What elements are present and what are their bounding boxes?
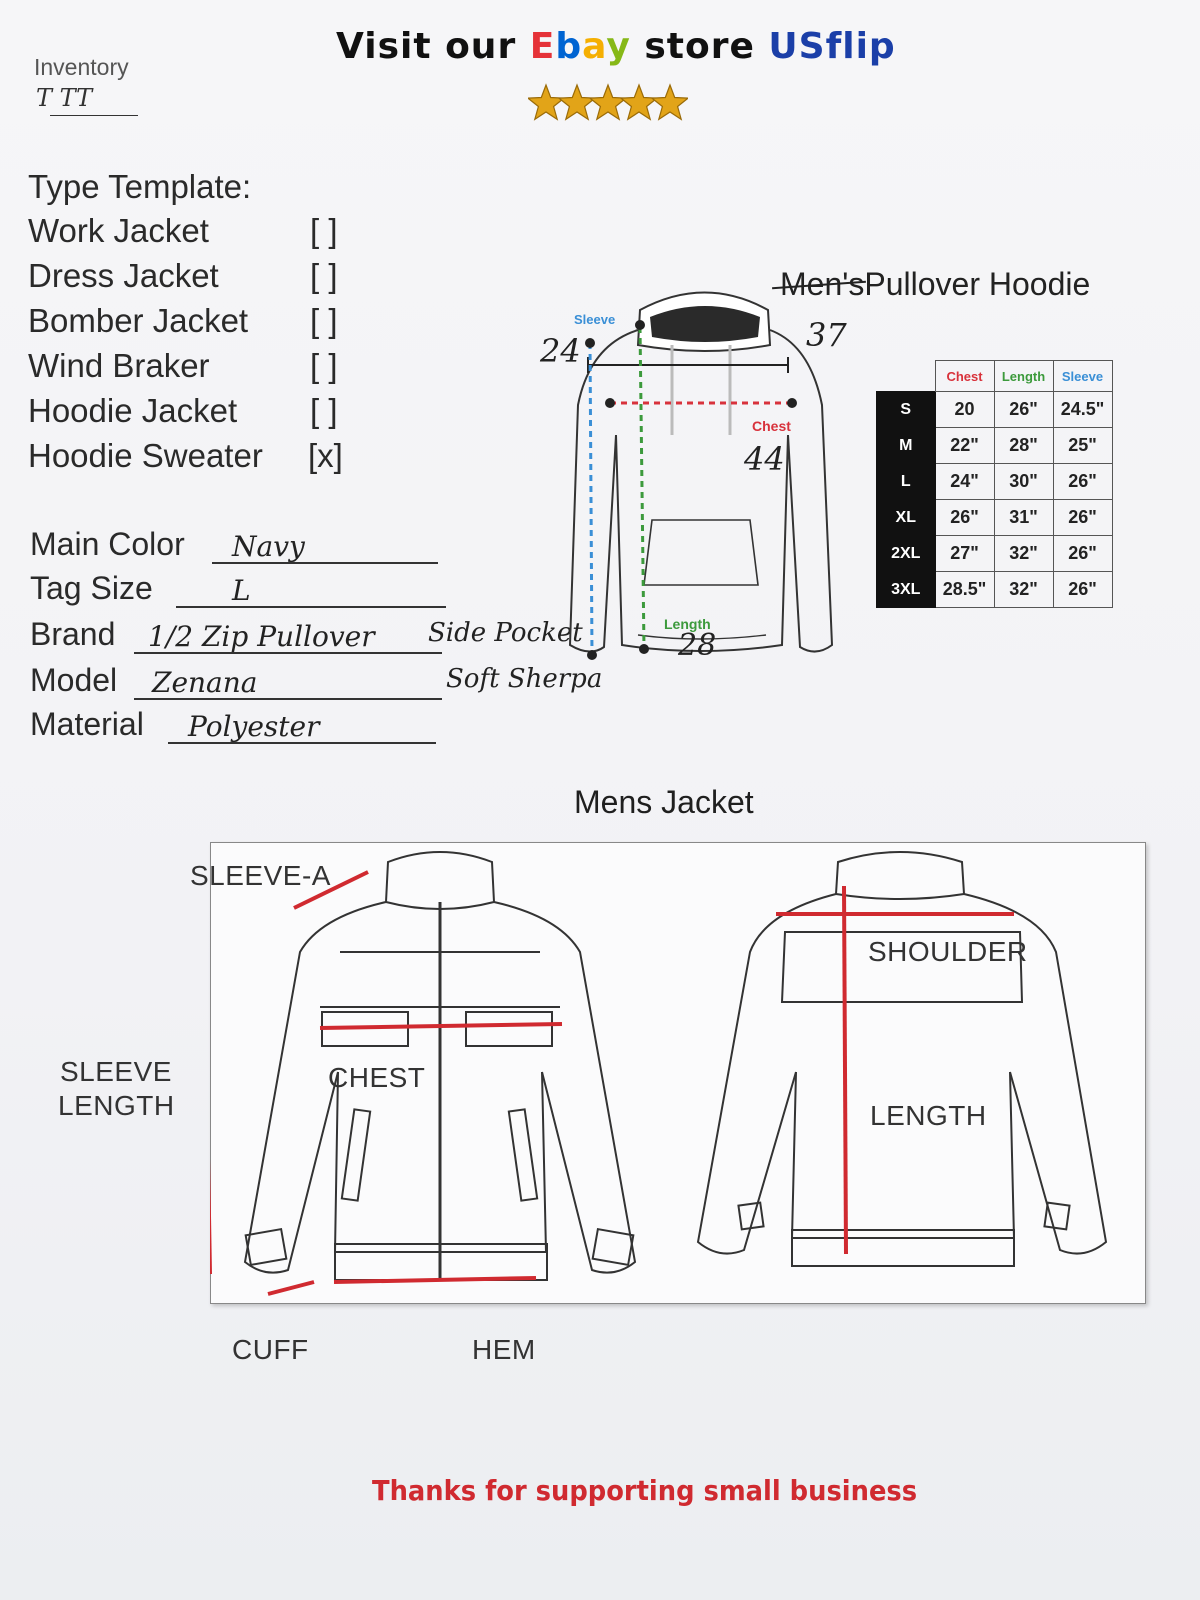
type-template-heading: Type Template: — [28, 168, 252, 205]
label-length: LENGTH — [870, 1100, 987, 1131]
ebay-logo-text — [530, 26, 631, 67]
size-table-row — [877, 500, 1113, 536]
template-option-checkbox[interactable]: [ ] — [310, 212, 338, 249]
template-option-label: Work Jacket — [28, 212, 209, 249]
size-cell-sleeve: 26" — [1053, 464, 1112, 500]
hand-sleeve-measure: 24 — [540, 332, 581, 370]
label-hem: HEM — [472, 1334, 536, 1365]
field-label: Brand — [30, 616, 116, 652]
size-cell-sleeve: 26" — [1053, 500, 1112, 536]
field-value[interactable]: Zenana — [152, 666, 258, 699]
hoodie-title-rest: Pullover Hoodie — [864, 266, 1091, 302]
ebay-letter: E — [529, 26, 556, 67]
size-cell-chest: 22" — [935, 428, 994, 464]
field-label: Model — [30, 662, 118, 698]
title-visit: Visit our — [336, 26, 517, 67]
inventory-label: Inventory — [34, 54, 129, 80]
template-option-checkbox[interactable]: [ ] — [310, 392, 338, 429]
thanks-footer: Thanks for supporting small business — [372, 1474, 918, 1507]
ebay-letter: a — [582, 26, 607, 67]
template-option-label: Dress Jacket — [28, 257, 219, 294]
field-underline — [176, 606, 446, 608]
size-table-row — [877, 464, 1113, 500]
size-cell-size: L — [877, 464, 936, 500]
size-cell-length: 31" — [994, 500, 1053, 536]
label-chest: CHEST — [328, 1062, 426, 1093]
template-option-label: Bomber Jacket — [28, 302, 249, 339]
field-value[interactable]: Navy — [232, 530, 305, 563]
field-label: Main Color — [30, 526, 185, 562]
size-cell-chest: 24" — [935, 464, 994, 500]
label-shoulder: SHOULDER — [868, 936, 1028, 967]
size-table-header: Chest — [935, 361, 994, 392]
size-table-header: Sleeve — [1053, 361, 1112, 392]
rating-stars — [528, 80, 688, 130]
template-option-checkbox[interactable]: [ ] — [310, 257, 338, 294]
size-cell-sleeve: 26" — [1053, 536, 1112, 572]
field-extra-note: Soft Sherpa — [446, 664, 603, 694]
field-value[interactable]: 1/2 Zip Pullover — [148, 620, 375, 653]
size-cell-chest: 26" — [935, 500, 994, 536]
size-cell-sleeve: 24.5" — [1053, 392, 1112, 428]
field-value[interactable]: L — [232, 574, 251, 607]
star-icon — [590, 85, 626, 119]
size-table — [876, 360, 1113, 608]
field-label: Tag Size — [30, 570, 153, 606]
size-table-header: Length — [994, 361, 1053, 392]
size-cell-size: 3XL — [877, 572, 936, 608]
hoodie-length-label: Length — [664, 616, 711, 632]
size-table-header-row — [877, 361, 1113, 392]
size-table-row — [877, 536, 1113, 572]
size-cell-size: 2XL — [877, 536, 936, 572]
star-icon — [559, 85, 595, 119]
size-cell-sleeve: 26" — [1053, 572, 1112, 608]
field-extra-note: Side Pocket — [428, 618, 583, 648]
store-title — [336, 26, 896, 67]
template-option-label: Hoodie Jacket — [28, 392, 238, 429]
label-sleeve-length-1: SLEEVE — [60, 1056, 172, 1087]
label-sleeve-a: SLEEVE-A — [190, 860, 331, 891]
label-sleeve-length-2: LENGTH — [58, 1090, 175, 1121]
inventory-value: T TT — [36, 84, 93, 112]
template-option-checkbox[interactable]: [ ] — [310, 347, 338, 384]
template-option-label: Wind Braker — [28, 347, 210, 384]
star-icon — [652, 85, 688, 119]
hand-top-measure: 37 — [806, 316, 847, 354]
title-usflip: USflip — [768, 26, 896, 67]
size-cell-chest: 20 — [935, 392, 994, 428]
size-cell-length: 30" — [994, 464, 1053, 500]
size-table-row — [877, 392, 1113, 428]
size-cell-length: 32" — [994, 536, 1053, 572]
size-cell-chest: 28.5" — [935, 572, 994, 608]
star-icon — [528, 85, 564, 119]
hoodie-title-struck: Men's — [780, 266, 865, 302]
hoodie-chest-label: Chest — [752, 418, 791, 434]
size-cell-size: S — [877, 392, 936, 428]
ebay-letter: b — [555, 26, 583, 67]
hoodie-sleeve-label: Sleeve — [574, 312, 616, 327]
template-option-checkbox[interactable]: [ ] — [310, 302, 338, 339]
template-option-label: Hoodie Sweater — [28, 437, 263, 474]
size-cell-size: XL — [877, 500, 936, 536]
size-cell-length: 32" — [994, 572, 1053, 608]
size-cell-size: M — [877, 428, 936, 464]
ebay-letter: y — [606, 26, 631, 67]
size-cell-length: 26" — [994, 392, 1053, 428]
size-cell-sleeve: 25" — [1053, 428, 1112, 464]
size-cell-chest: 27" — [935, 536, 994, 572]
hand-length-measure: 28 — [678, 628, 717, 663]
jacket-title: Mens Jacket — [574, 784, 754, 820]
field-label: Material — [30, 706, 144, 742]
title-store: store — [644, 26, 755, 67]
label-cuff: CUFF — [232, 1334, 309, 1365]
size-table-corner — [877, 361, 936, 392]
hand-chest-measure: 44 — [744, 440, 785, 478]
star-icon — [621, 85, 657, 119]
size-table-row — [877, 428, 1113, 464]
template-option-checkbox[interactable]: [x] — [308, 437, 343, 474]
size-cell-length: 28" — [994, 428, 1053, 464]
size-table-row — [877, 572, 1113, 608]
field-value[interactable]: Polyester — [188, 710, 320, 743]
inventory-underline — [50, 115, 138, 116]
